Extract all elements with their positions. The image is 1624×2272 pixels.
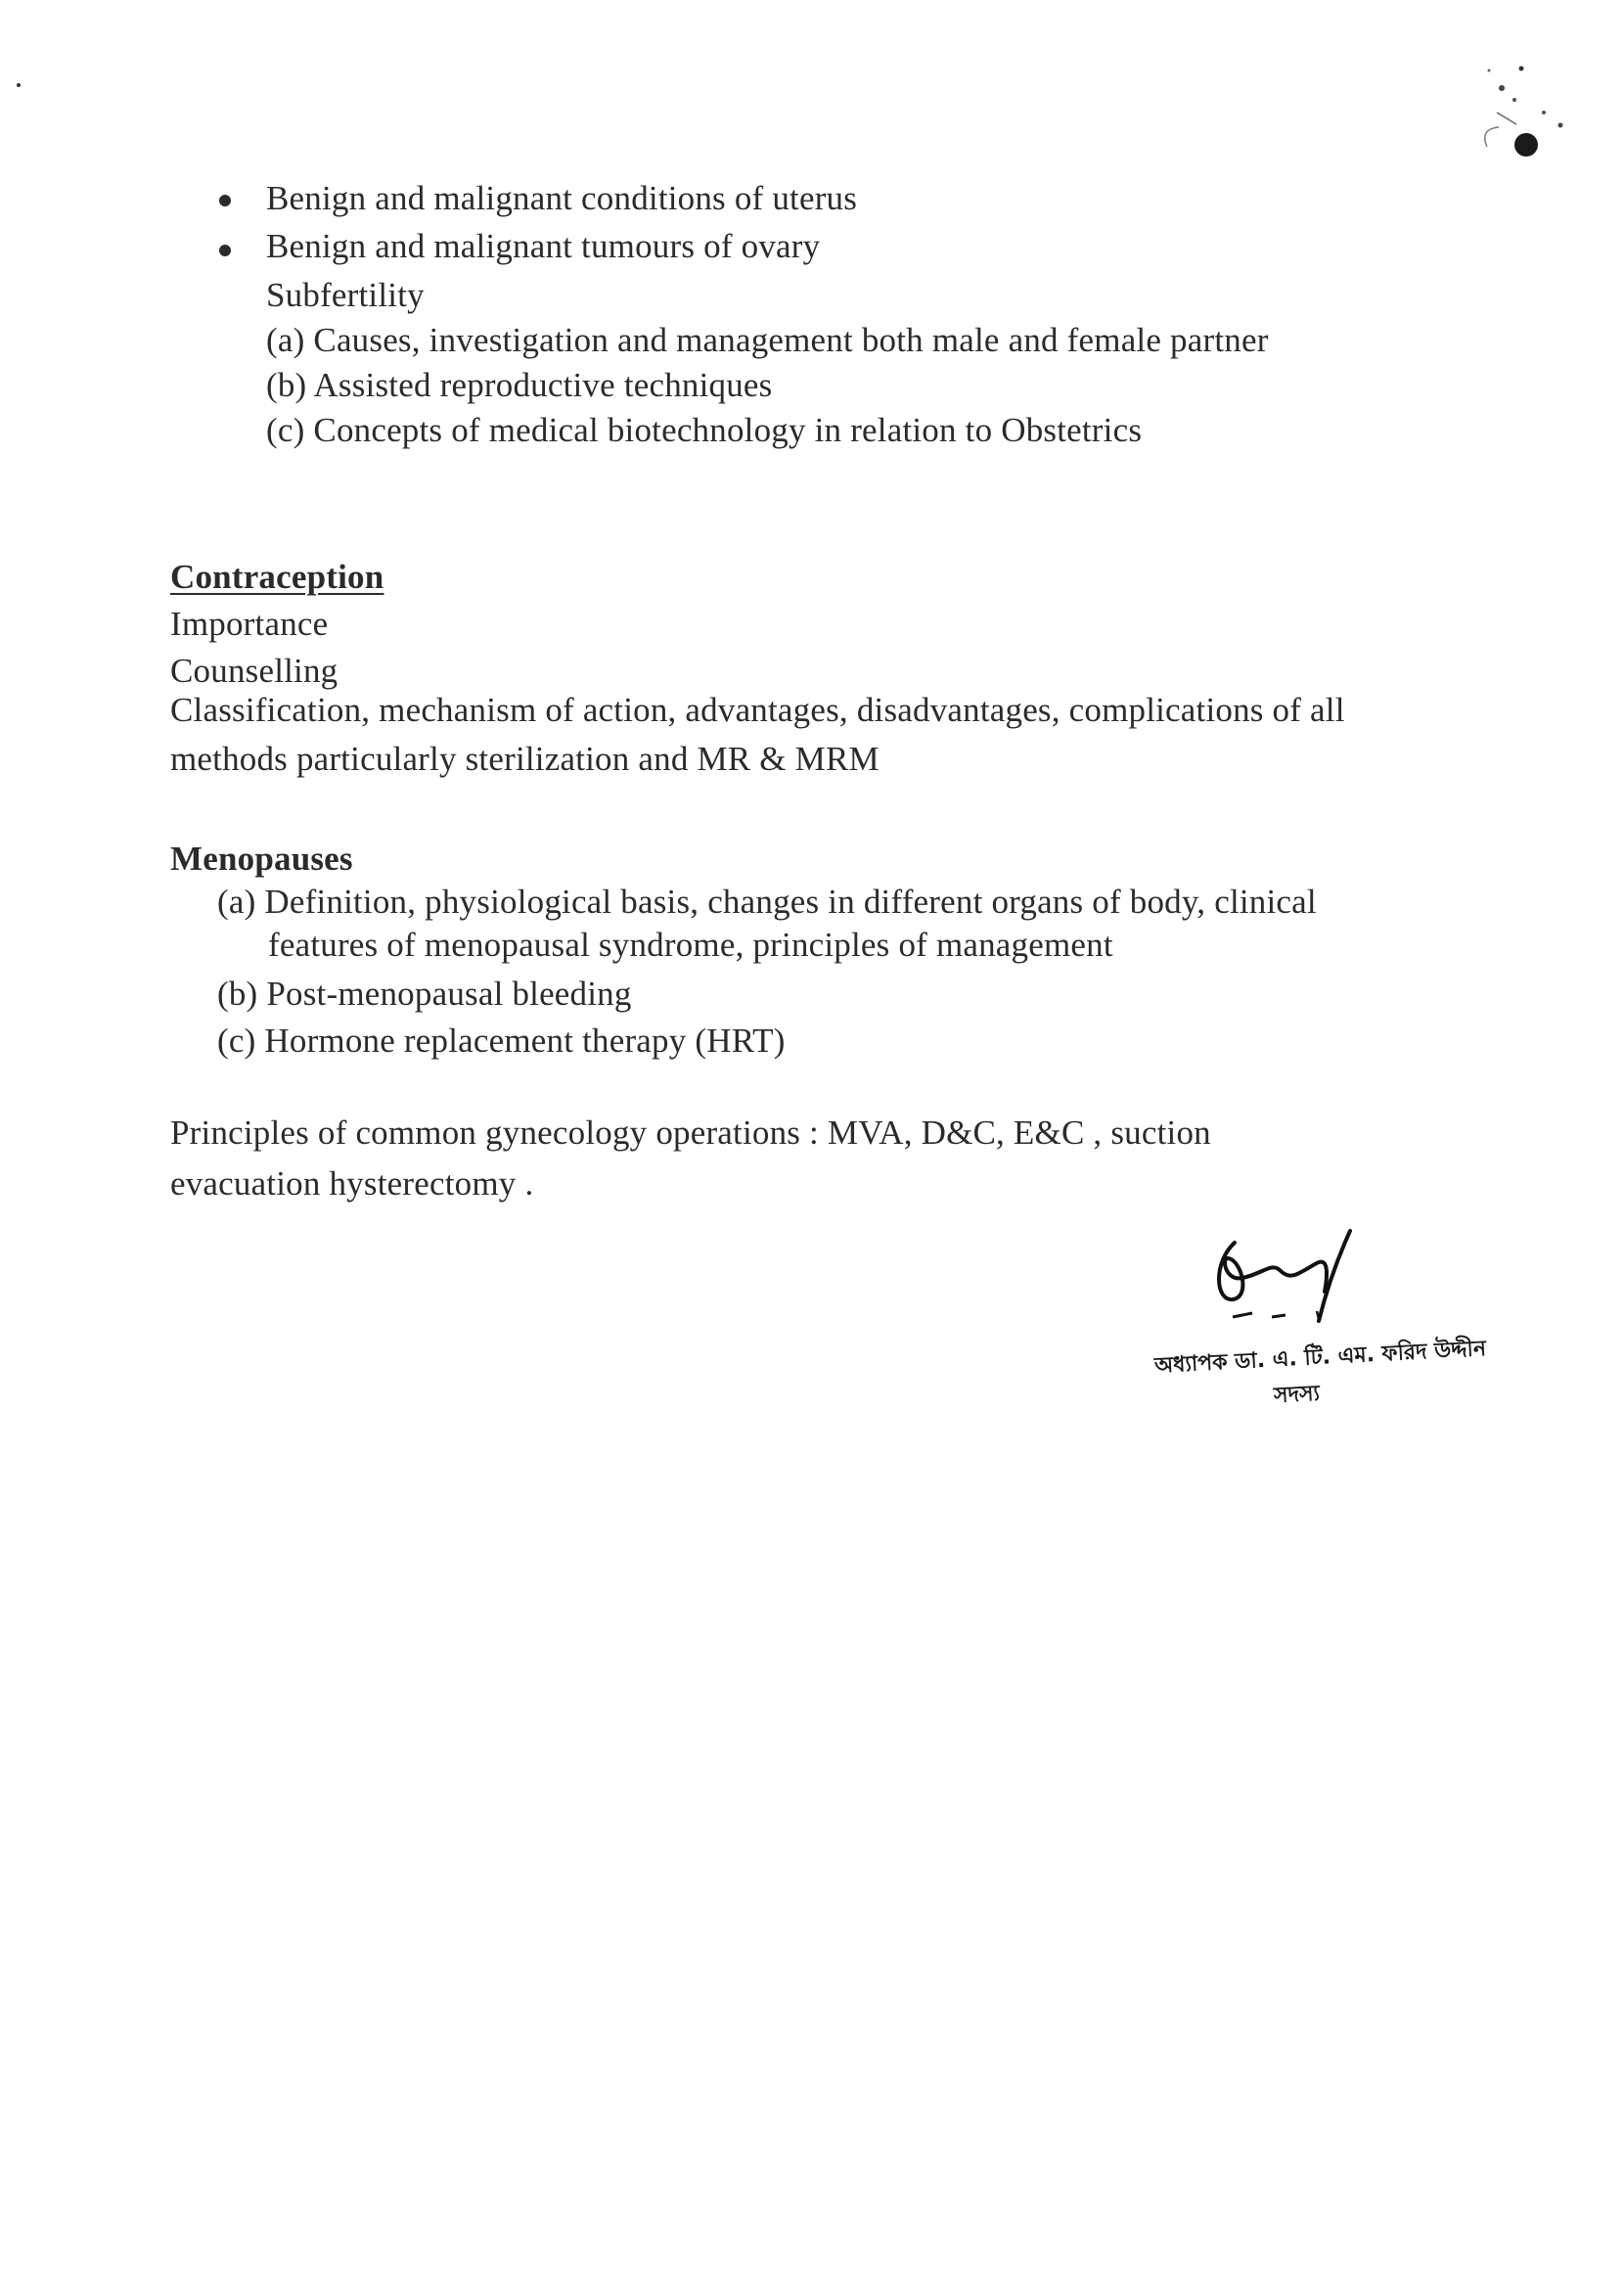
scan-smudge-icon [1428,29,1585,176]
signatory-title: সদস্য [1273,1381,1321,1409]
bullet-item-uterus: Benign and malignant conditions of uterus [266,179,858,217]
contraception-line-classification: Classification, mechanism of action, advantages, disadvantages, complications of all [170,691,1345,729]
bullet-icon [219,245,231,256]
menopauses-heading: Menopauses [170,840,353,878]
menopauses-item-a-cont: features of menopausal syndrome, principles of management [268,926,1113,964]
contraception-line-counselling: Counselling [170,652,338,690]
operations-line-2: evacuation hysterectomy . [170,1164,534,1203]
subfertility-item-c: (c) Concepts of medical biotechnology in relation to Obstetrics [266,411,1143,449]
contraception-heading: Contraception [170,558,384,596]
signatory-name: অধ্যাপক ডা. এ. টি. এম. ফরিদ উদ্দীন [1153,1337,1487,1379]
contraception-line-methods: methods particularly sterilization and MR & MRM [170,740,880,778]
operations-line-1: Principles of common gynecology operations : MVA, D&C, E&C , suction [170,1113,1211,1152]
menopauses-item-c: (c) Hormone replacement therapy (HRT) [217,1022,786,1060]
subfertility-heading: Subfertility [266,276,425,314]
handwritten-signature-icon [1203,1223,1379,1331]
bullet-item-ovary: Benign and malignant tumours of ovary [266,227,821,265]
subfertility-item-a: (a) Causes, investigation and management both male and female partner [266,321,1269,359]
menopauses-item-a: (a) Definition, physiological basis, changes in different organs of body, clinical [217,883,1317,921]
bullet-icon [219,195,231,206]
contraception-line-importance: Importance [170,605,329,643]
scan-speck-icon [14,80,23,90]
subfertility-item-b: (b) Assisted reproductive techniques [266,366,773,404]
menopauses-item-b: (b) Post-menopausal bleeding [217,975,632,1013]
